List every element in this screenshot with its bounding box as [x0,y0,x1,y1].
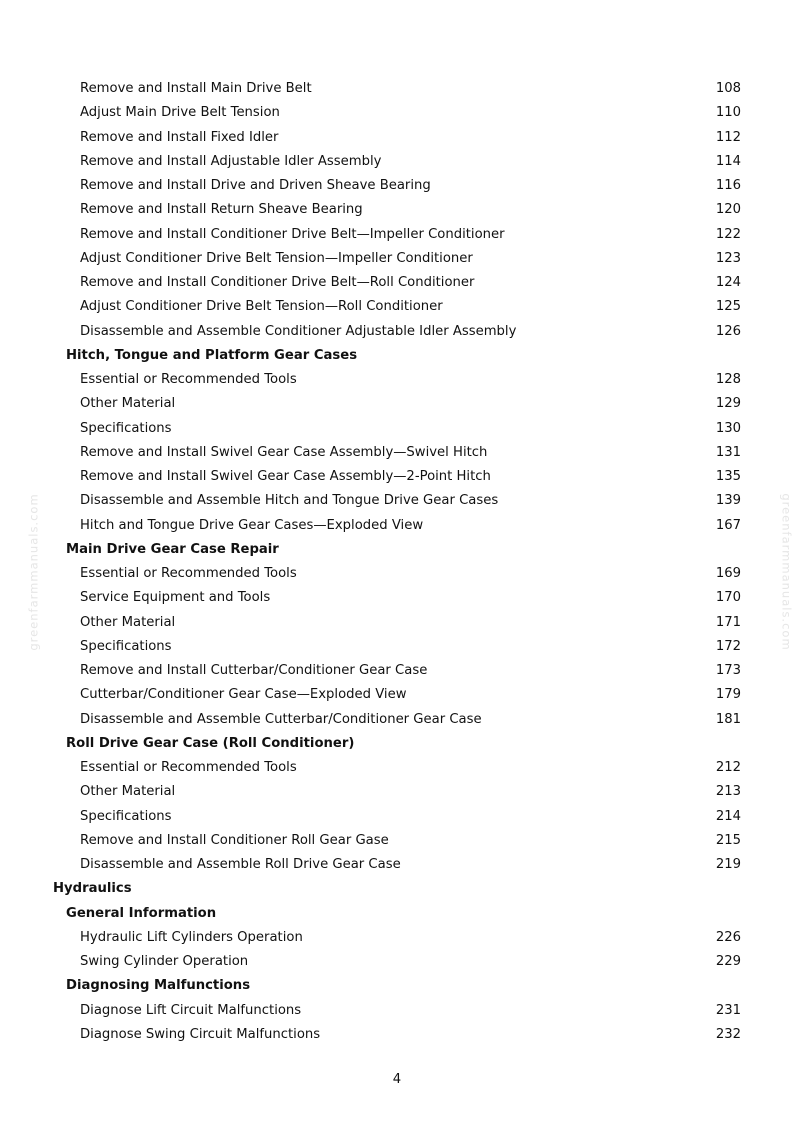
toc-entry-title: Other Material [80,614,176,630]
toc-entry[interactable] [0,247,794,271]
toc-entry-page-number: 173 [715,663,741,678]
toc-entry-title: Remove and Install Fixed Idler [80,129,279,145]
toc-entry-title: Diagnose Lift Circuit Malfunctions [80,1002,302,1018]
toc-entry-title: Specifications [80,420,172,436]
toc-entry-title: Essential or Recommended Tools [80,566,297,581]
toc-entry[interactable] [0,708,794,732]
toc-entry-page-number: 214 [715,808,741,824]
toc-section-heading [0,538,794,562]
toc-entry-page-number: 213 [715,784,741,800]
toc-entry[interactable] [0,683,794,707]
toc-entry-page-number: 110 [715,105,741,121]
toc-entry[interactable] [0,756,794,780]
toc-entry[interactable] [0,392,794,416]
toc-entry-title: Remove and Install Adjustable Idler Assembly [80,153,382,169]
toc-entry-page-number: 229 [715,954,741,969]
toc-section-heading [0,974,794,998]
toc-entry-page-number: 167 [715,517,741,533]
toc-entry-title: Remove and Install Conditioner Drive Belt—Roll Conditioner [80,275,475,290]
toc-section-heading [0,344,794,368]
table-of-contents [0,77,794,1047]
toc-entry[interactable] [0,950,794,974]
toc-entry-page-number: 226 [715,929,741,945]
toc-entry[interactable] [0,368,794,392]
toc-entry[interactable] [0,295,794,319]
toc-entry-page-number: 120 [715,202,741,218]
toc-entry-title: Hitch and Tongue Drive Gear Cases—Exploded View [80,517,424,533]
toc-entry[interactable] [0,441,794,465]
toc-entry-title: Main Drive Gear Case Repair [66,541,279,557]
page-number: 4 [392,1072,402,1087]
toc-entry-page-number: 172 [715,638,741,654]
toc-entry-page-number: 123 [715,250,741,266]
toc-entry-page-number: 232 [715,1026,741,1042]
toc-entry[interactable] [0,659,794,683]
toc-section-heading [0,902,794,926]
toc-entry-title: Roll Drive Gear Case (Roll Conditioner) [66,735,355,751]
toc-entry[interactable] [0,853,794,877]
toc-entry-title: Remove and Install Conditioner Drive Belt—Impeller Conditioner [80,226,505,242]
toc-entry[interactable] [0,562,794,586]
toc-entry-title: Essential or Recommended Tools [80,372,297,387]
toc-entry-title: Other Material [80,784,176,800]
toc-entry[interactable] [0,150,794,174]
toc-entry[interactable] [0,198,794,222]
toc-entry-title: Remove and Install Conditioner Roll Gear Gase [80,832,389,848]
toc-entry[interactable] [0,126,794,150]
toc-entry-title: Specifications [80,808,172,824]
toc-entry-page-number: 129 [715,396,741,412]
toc-entry-title: Remove and Install Main Drive Belt [80,81,312,96]
toc-entry-page-number: 116 [715,178,741,193]
toc-entry-title: Remove and Install Cutterbar/Conditioner Gear Case [80,663,428,678]
toc-entry-title: Hydraulics [53,881,132,897]
toc-entry-page-number: 112 [715,129,741,145]
toc-entry-page-number: 126 [715,323,741,339]
toc-section-heading [0,877,794,901]
watermark-left: greenfarmmanuals.com [26,493,41,651]
toc-entry-title: Diagnosing Malfunctions [66,978,251,994]
toc-entry-page-number: 130 [715,420,741,436]
toc-entry[interactable] [0,926,794,950]
toc-entry-page-number: 219 [715,857,741,872]
toc-entry-page-number: 124 [715,275,741,290]
toc-entry[interactable] [0,174,794,198]
toc-section-heading [0,732,794,756]
toc-entry-title: Adjust Conditioner Drive Belt Tension—Impeller Conditioner [80,250,473,266]
toc-entry-title: Diagnose Swing Circuit Malfunctions [80,1026,321,1042]
toc-entry-page-number: 114 [715,153,741,169]
toc-entry-title: Disassemble and Assemble Cutterbar/Conditioner Gear Case [80,711,482,727]
toc-entry-page-number: 169 [715,566,741,581]
toc-entry-page-number: 131 [715,444,741,460]
toc-entry[interactable] [0,1023,794,1047]
toc-entry-title: Remove and Install Swivel Gear Case Assembly—Swivel Hitch [80,444,488,460]
toc-entry[interactable] [0,635,794,659]
toc-entry-title: Cutterbar/Conditioner Gear Case—Exploded View [80,687,407,703]
toc-entry[interactable] [0,223,794,247]
toc-entry-page-number: 181 [715,711,741,727]
toc-entry-page-number: 212 [715,760,741,775]
toc-entry-title: Remove and Install Swivel Gear Case Assembly—2-Point Hitch [80,469,491,484]
toc-entry-page-number: 170 [715,590,741,606]
toc-entry-title: Hydraulic Lift Cylinders Operation [80,929,303,945]
toc-entry-title: Swing Cylinder Operation [80,954,249,969]
toc-entry[interactable] [0,805,794,829]
toc-entry[interactable] [0,999,794,1023]
toc-entry[interactable] [0,611,794,635]
toc-entry[interactable] [0,271,794,295]
toc-entry-page-number: 108 [715,81,741,96]
toc-entry-title: Adjust Main Drive Belt Tension [80,105,280,121]
toc-entry-title: Adjust Conditioner Drive Belt Tension—Roll Conditioner [80,299,443,315]
toc-entry[interactable] [0,77,794,101]
toc-entry[interactable] [0,320,794,344]
toc-entry-page-number: 139 [715,493,741,509]
toc-entry[interactable] [0,829,794,853]
toc-entry[interactable] [0,780,794,804]
toc-entry-title: Hitch, Tongue and Platform Gear Cases [66,347,358,363]
toc-entry-title: Other Material [80,396,176,412]
toc-entry[interactable] [0,489,794,513]
toc-entry[interactable] [0,465,794,489]
toc-entry-page-number: 135 [715,469,741,484]
toc-entry-title: General Information [66,905,217,921]
toc-entry-page-number: 125 [715,299,741,315]
toc-entry[interactable] [0,417,794,441]
toc-entry-page-number: 179 [715,687,741,703]
toc-entry-page-number: 128 [715,372,741,387]
toc-entry-page-number: 231 [715,1002,741,1018]
toc-entry[interactable] [0,586,794,610]
toc-entry-title: Disassemble and Assemble Conditioner Adjustable Idler Assembly [80,323,517,339]
toc-entry-title: Essential or Recommended Tools [80,760,297,775]
toc-entry-page-number: 122 [715,226,741,242]
toc-entry-title: Specifications [80,638,172,654]
toc-entry[interactable] [0,514,794,538]
toc-entry-title: Disassemble and Assemble Roll Drive Gear Case [80,857,401,872]
toc-entry-title: Disassemble and Assemble Hitch and Tongue Drive Gear Cases [80,493,499,509]
toc-entry-title: Service Equipment and Tools [80,590,271,606]
toc-entry[interactable] [0,101,794,125]
toc-entry-title: Remove and Install Drive and Driven Sheave Bearing [80,178,431,193]
toc-entry-page-number: 171 [715,614,741,630]
watermark-right: greenfarmmanuals.com [779,493,794,651]
toc-entry-title: Remove and Install Return Sheave Bearing [80,202,363,218]
toc-entry-page-number: 215 [715,832,741,848]
